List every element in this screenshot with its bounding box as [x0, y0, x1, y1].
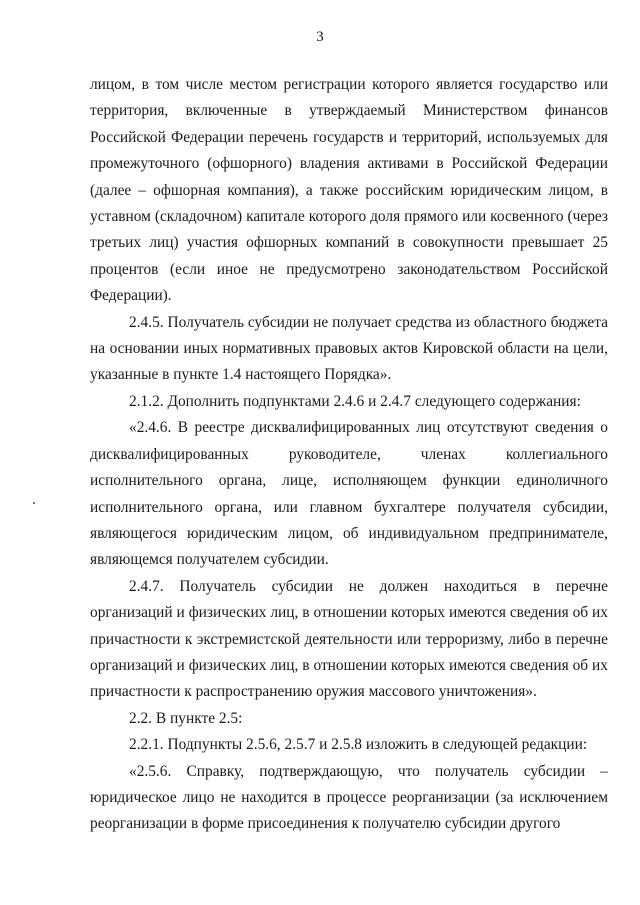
paragraph-2-2: 2.2. В пункте 2.5: [129, 709, 243, 727]
paragraph-2-5-6: «2.5.6. Справку, подтверждающую, что получатель субсидии – юридическое лицо не находится в процессе реорганизации (за исключением реорганизации в форме присоединения к получателю субсидии другого [90, 762, 608, 833]
paragraph-2-2-1: 2.2.1. Подпункты 2.5.6, 2.5.7 и 2.5.8 изложить в следующей редакции: [129, 736, 588, 754]
paragraph-2-4-7: 2.4.7. Получатель субсидии не должен находиться в перечне организаций и физических лиц, в отношении которых имеются сведения об их причастности к экстремистской деятельности или терроризму, либо в перечне организаций и физических лиц, в отношении которых имеются сведения об их причастности к распространению оружия массового уничтожения». [90, 577, 608, 701]
scan-speck [33, 502, 35, 504]
paragraph-2-1-2: 2.1.2. Дополнить подпунктами 2.4.6 и 2.4.7 следующего содержания: [129, 392, 581, 410]
page-number: 3 [316, 29, 324, 45]
paragraph-2-4-5: 2.4.5. Получатель субсидии не получает средства из областного бюджета на основании иных нормативных правовых актов Кировской области на цели, указанные в пункте 1.4 настоящего Порядка». [90, 313, 608, 384]
paragraph-2-4-6: «2.4.6. В реестре дисквалифицированных лиц отсутствуют сведения о дисквалифицированных руководителе, членах коллегиального исполнительного органа, лице, исполняющем функции единоличного исполнительного органа, или главном бухгалтере получателя субсидии, являющегося юридическим лицом, об индивидуальном предпринимателе, являющемся получателем субсидии. [90, 419, 608, 569]
paragraph-offshore-definition: лицом, в том числе местом регистрации которого является государство или территория, включенные в утверждаемый Министерством финансов Российской Федерации перечень государств и территорий, используемых для промежуточного (офшорного) владения активами в Российской Федерации (далее – офшорная компания), а также российским юридическим лицом, в уставном (складочном) капитале которого доля прямого или косвенного (через третьих лиц) участия офшорных компаний в совокупности превышает 25 процентов (если иное не предусмотрено законодательством Российской Федерации). [90, 76, 608, 305]
document-body [90, 72, 608, 838]
